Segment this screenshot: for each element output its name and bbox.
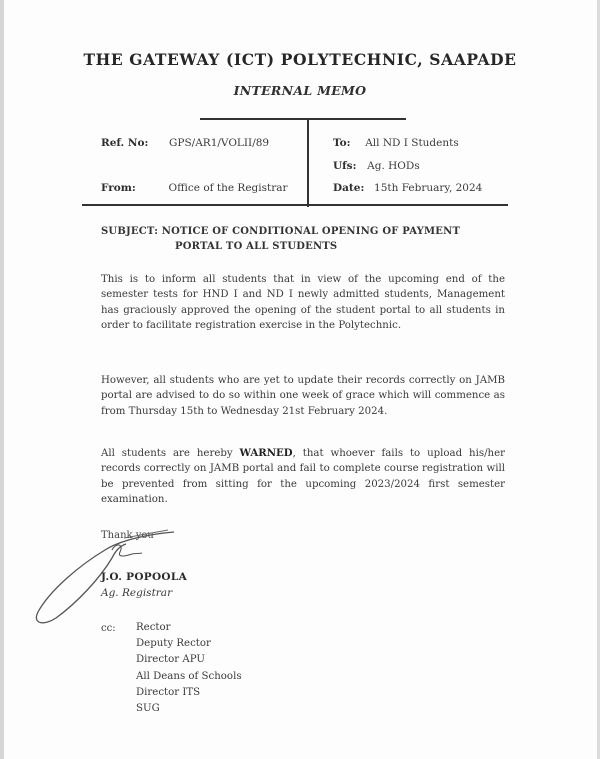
subject-text-line2: PORTAL TO ALL STUDENTS xyxy=(175,241,338,252)
to-row xyxy=(333,137,459,149)
from-row xyxy=(101,182,288,194)
body-paragraph-2: However, all students who are yet to update their records correctly on JAMB portal are advised to do so within one week of grace which will commence as from Thursday 15th to Wednesday 21st February 2024. xyxy=(101,375,505,417)
cc-label: cc: xyxy=(101,623,116,634)
subject-label: SUBJECT: xyxy=(101,226,159,237)
subject-text-line1: NOTICE OF CONDITIONAL OPENING OF PAYMENT xyxy=(161,226,461,237)
date-row xyxy=(333,182,482,194)
signer-name: J.O. POPOOLA xyxy=(101,571,188,583)
body-paragraph-1: This is to inform all students that in view of the upcoming end of the semester tests for HND I and ND I newly admitted students, Management has graciously approved the opening of the student portal to all students in order to facilitate registration exercise in the Polytechnic. xyxy=(101,274,505,332)
date-value: 15th February, 2024 xyxy=(374,182,483,194)
signer-title: Ag. Registrar xyxy=(101,587,173,599)
memo-type-heading: INTERNAL MEMO xyxy=(233,83,367,98)
date-label: Date: xyxy=(333,182,365,194)
to-label: To: xyxy=(333,137,351,149)
subject-line xyxy=(101,224,501,254)
header-rule-bottom xyxy=(82,204,508,206)
from-label: From: xyxy=(101,182,136,194)
paragraph-3-intro: All students are hereby xyxy=(101,448,240,459)
cc-recipient: All Deans of Schools xyxy=(136,670,242,682)
cc-recipient: Director APU xyxy=(136,654,205,666)
cc-recipient: Deputy Rector xyxy=(136,638,211,650)
to-value: All ND I Students xyxy=(365,137,459,149)
cc-recipient-list xyxy=(136,620,242,717)
ufs-row xyxy=(333,160,420,172)
closing-text: Thank you xyxy=(101,530,154,541)
paragraph-3-rest: , that whoever fails to upload his/her records correctly on JAMB portal and fail to complete course registration will be prevented from sitting for the upcoming 2023/2024 first semester examination. xyxy=(101,448,505,506)
cc-recipient: SUG xyxy=(136,703,160,715)
ref-value: GPS/AR1/VOLII/89 xyxy=(169,137,270,149)
ufs-value: Ag. HODs xyxy=(367,160,420,172)
cc-recipient: Rector xyxy=(136,622,171,633)
header-rule-top xyxy=(200,118,406,120)
from-value: Office of the Registrar xyxy=(168,182,288,194)
institution-title: THE GATEWAY (ICT) POLYTECHNIC, SAAPADE xyxy=(83,50,517,69)
cc-recipient: Director ITS xyxy=(136,686,201,698)
header-divider-vertical xyxy=(307,118,309,207)
ref-number-row xyxy=(101,137,269,149)
ref-label: Ref. No: xyxy=(101,137,149,149)
ufs-label: Ufs: xyxy=(333,160,357,172)
warned-emphasis: WARNED xyxy=(239,447,293,459)
body-paragraph-3 xyxy=(101,446,505,508)
